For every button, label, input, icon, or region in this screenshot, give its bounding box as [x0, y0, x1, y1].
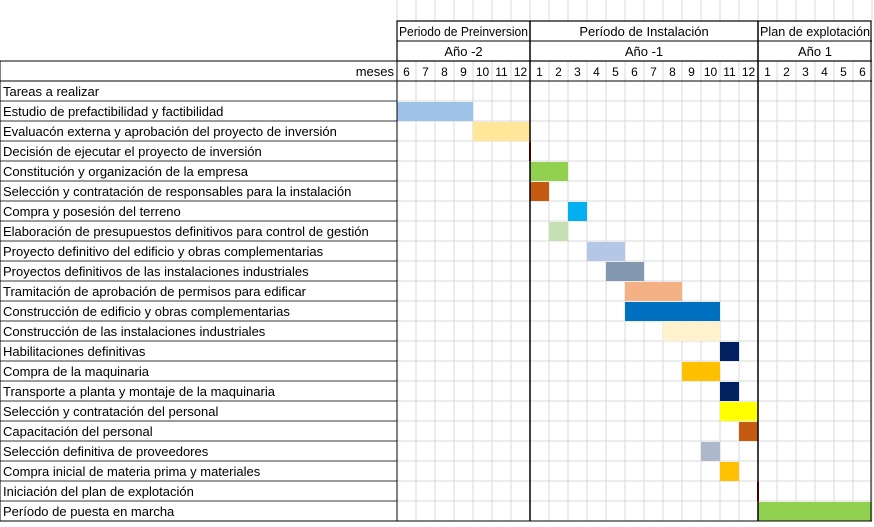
month-tick-label: 4 — [593, 65, 600, 79]
task-bars — [397, 102, 872, 521]
month-tick-label: 11 — [495, 65, 508, 79]
task-bar — [720, 402, 758, 421]
task-bar — [720, 462, 739, 481]
month-tick-label: 11 — [723, 65, 736, 79]
month-tick-label: 2 — [783, 65, 790, 79]
task-bar — [625, 282, 682, 301]
year-label: Año 1 — [798, 44, 832, 59]
task-bar — [549, 222, 568, 241]
task-bar — [758, 502, 872, 521]
task-label: Proyecto definitivo del edificio y obras complementarias — [3, 244, 324, 259]
month-tick-label: 6 — [403, 65, 410, 79]
month-tick-label: 12 — [741, 65, 756, 79]
month-tick-label: 1 — [764, 65, 771, 79]
task-label: Iniciación del plan de explotación — [3, 484, 194, 499]
period-label: Período de Instalación — [579, 24, 709, 39]
task-bar — [682, 362, 720, 381]
task-bar — [397, 102, 473, 121]
task-label: Decisión de ejecutar el proyecto de inversión — [3, 144, 262, 159]
task-bar — [701, 442, 720, 461]
task-bar — [568, 202, 587, 221]
task-label: Compra y posesión del terreno — [3, 204, 181, 219]
month-tick-label: 9 — [688, 65, 695, 79]
task-bar — [663, 322, 720, 341]
period-label: Plan de explotación — [760, 24, 870, 39]
month-tick-label: 12 — [513, 65, 528, 79]
task-label: Proyectos definitivos de las instalaciones industriales — [3, 264, 309, 279]
task-label: Selección definitiva de proveedores — [3, 444, 209, 459]
task-label: Selección y contratación del personal — [3, 404, 219, 419]
task-label: Período de puesta en marcha — [3, 504, 175, 519]
task-label: Elaboración de presupuestos definitivos para control de gestión — [3, 224, 369, 239]
task-label: Constitución y organización de la empresa — [3, 164, 248, 179]
period-label: Periodo de Preinversion — [399, 24, 528, 39]
month-tick-label: 5 — [612, 65, 619, 79]
task-label: Transporte a planta y montaje de la maquinaria — [3, 384, 275, 399]
month-tick-label: 1 — [536, 65, 543, 79]
task-label: Estudio de prefactibilidad y factibilidad — [3, 104, 224, 119]
month-tick-label: 10 — [703, 65, 718, 79]
month-tick-label: 6 — [859, 65, 866, 79]
task-label: Compra inicial de materia prima y materiales — [3, 464, 261, 479]
task-bar — [587, 242, 625, 261]
header-and-task-labels — [3, 24, 870, 519]
month-tick-label: 7 — [650, 65, 657, 79]
task-label: Capacitación del personal — [3, 424, 153, 439]
year-label: Año -2 — [444, 44, 483, 59]
task-label: Selección y contratación de responsables para la instalación — [3, 184, 352, 199]
task-label: Compra de la maquinaria — [3, 364, 149, 379]
task-bar — [739, 422, 758, 441]
task-bar — [625, 302, 720, 321]
task-bar — [530, 162, 568, 181]
task-label: Construcción de las instalaciones industriales — [3, 324, 266, 339]
task-bar — [473, 122, 530, 141]
month-tick-label: 4 — [821, 65, 828, 79]
task-label: Evaluacón externa y aprobación del proyecto de inversión — [3, 124, 337, 139]
month-tick-label: 8 — [441, 65, 448, 79]
year-label: Año -1 — [624, 44, 664, 59]
task-label: Habilitaciones definitivas — [3, 344, 146, 359]
month-tick-label: 9 — [460, 65, 467, 79]
task-bar — [720, 342, 739, 361]
month-tick-label: 6 — [631, 65, 638, 79]
month-tick-label: 2 — [555, 65, 562, 79]
month-tick-label: 10 — [475, 65, 490, 79]
month-tick-label: 3 — [574, 65, 581, 79]
task-label: Construcción de edificio y obras complementarias — [3, 304, 290, 319]
tasks-header: Tareas a realizar — [3, 84, 100, 99]
month-tick-label: 3 — [802, 65, 809, 79]
month-tick-label: 5 — [840, 65, 847, 79]
task-bar — [720, 382, 739, 401]
month-tick-label: 8 — [669, 65, 676, 79]
months-label: meses — [355, 64, 394, 79]
task-bar — [530, 182, 549, 201]
task-bar — [606, 262, 644, 281]
month-tick-label: 7 — [422, 65, 429, 79]
task-label: Tramitación de aprobación de permisos para edificar — [3, 284, 307, 299]
